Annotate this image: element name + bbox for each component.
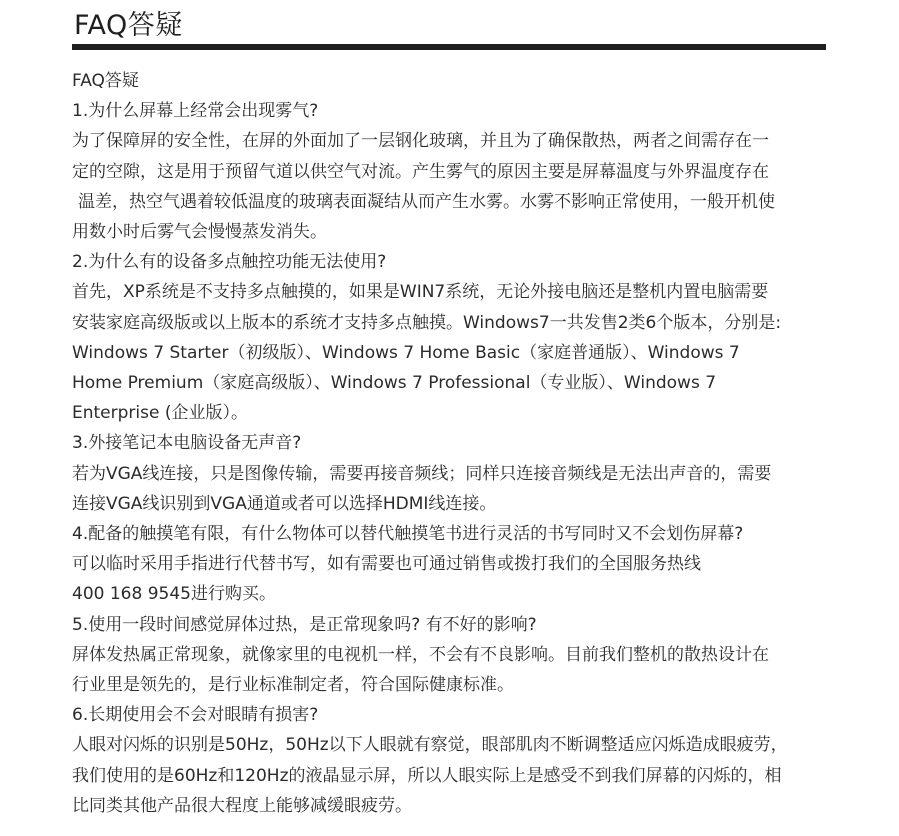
faq-page	[72, 0, 828, 816]
faq-answer-5-line-2: 行业里是领先的，是行业标准制定者，符合国际健康标准。	[72, 675, 514, 696]
faq-answer-2-line-1: 首先，XP系统是不支持多点触摸的，如果是WIN7系统，无论外接电脑还是整机内置电脑需要	[72, 282, 769, 303]
faq-answer-1-line-3: 温差，热空气遇着较低温度的玻璃表面凝结从而产生水雾。水雾不影响正常使用，一般开机使	[78, 191, 775, 212]
faq-answer-1-line-2: 定的空隙，这是用于预留气道以供空气对流。产生雾气的原因主要是屏幕温度与外界温度存在	[72, 161, 769, 182]
faq-answer-3-line-1: 若为VGA线连接，只是图像传输，需要再接音频线；同样只连接音频线是无法出声音的，需要	[72, 463, 772, 484]
header-divider	[72, 44, 826, 50]
faq-answer-6-line-1: 人眼对闪烁的识别是50Hz，50Hz以下人眼就有察觉，眼部肌肉不断调整适应闪烁造成眼疲劳，	[72, 735, 788, 756]
faq-question-3: 3.外接笔记本电脑设备无声音?	[72, 433, 302, 454]
faq-answer-2-line-5: Enterprise (企业版）。	[72, 403, 248, 424]
faq-answer-6-line-2: 我们使用的是60Hz和120Hz的液晶显示屏，所以人眼实际上是感受不到我们屏幕的闪烁的，相	[72, 765, 782, 786]
faq-question-4: 4.配备的触摸笔有限，有什么物体可以替代触摸笔书进行灵活的书写同时又不会划伤屏幕?	[72, 524, 744, 545]
faq-question-6: 6.长期使用会不会对眼睛有损害?	[72, 705, 319, 726]
faq-answer-2-line-2: 安装家庭高级版或以上版本的系统才支持多点触摸。Windows7一共发售2类6个版本，分别是:	[72, 312, 782, 333]
faq-answer-5-line-1: 屏体发热属正常现象，就像家里的电视机一样，不会有不良影响。目前我们整机的散热设计在	[72, 644, 769, 665]
faq-answer-2-line-3: Windows 7 Starter（初级版）、Windows 7 Home Basic（家庭普通版）、Windows 7	[72, 342, 740, 363]
faq-answer-6-line-3: 比同类其他产品很大程度上能够减缓眼疲劳。	[72, 795, 412, 816]
faq-answer-4-line-1: 可以临时采用手指进行代替书写，如有需要也可通过销售或拨打我们的全国服务热线	[72, 554, 701, 575]
faq-answer-4-line-2: 400 168 9545进行购买。	[72, 584, 276, 605]
faq-answer-1-line-1: 为了保障屏的安全性，在屏的外面加了一层钢化玻璃，并且为了确保散热，两者之间需存在一	[72, 131, 769, 152]
faq-header	[72, 0, 828, 52]
section-heading: FAQ答疑	[72, 71, 139, 91]
faq-answer-1-line-4: 用数小时后雾气会慢慢蒸发消失。	[72, 222, 327, 243]
faq-answer-3-line-2: 连接VGA线识别到VGA通道或者可以选择HDMI线连接。	[72, 493, 497, 514]
faq-answer-2-line-4: Home Premium（家庭高级版）、Windows 7 Professional（专业版）、Windows 7	[72, 373, 717, 394]
faq-question-5: 5.使用一段时间感觉屏体过热，是正常现象吗? 有不好的影响?	[72, 614, 537, 635]
faq-question-1: 1.为什么屏幕上经常会出现雾气?	[72, 101, 319, 122]
faq-content	[72, 66, 842, 821]
page-title: FAQ答疑	[74, 10, 183, 41]
faq-question-2: 2.为什么有的设备多点触控功能无法使用?	[72, 252, 387, 273]
